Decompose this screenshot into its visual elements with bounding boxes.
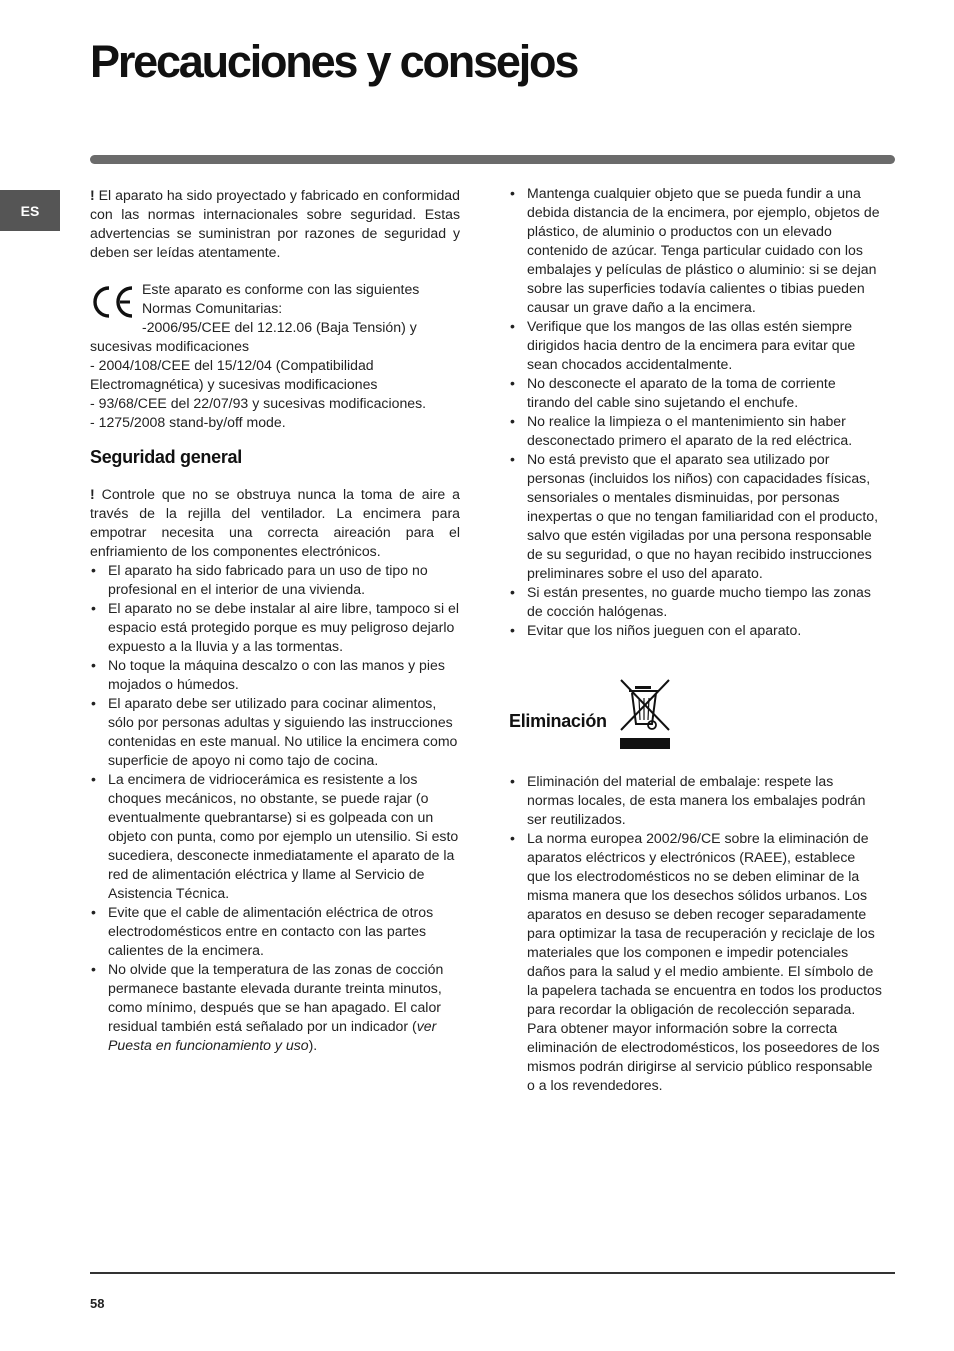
page-title: Precauciones y consejos	[90, 36, 578, 87]
page-number: 58	[90, 1296, 105, 1311]
ce-norm-item: - 1275/2008 stand-by/off mode.	[90, 414, 286, 430]
list-item: • La encimera de vidriocerámica es resistente a los choques mecánicos, no obstante, se puede rajar (o eventualmente quebrantarse) si es golpeada con un objeto con punta, como por ejemplo un utensilio. Si esto sucediera, desconecte inmediatamente el aparato de la red de alimentación eléctrica y llame al Servicio de Asistencia Técnica.	[90, 770, 460, 903]
ce-lead-text: Este aparato es conforme con las siguientes Normas Comunitarias:	[142, 281, 420, 316]
crossed-bin-icon	[619, 678, 671, 752]
list-item: • Verifique que los mangos de las ollas estén siempre dirigidos hacia dentro de la encimera para evitar que sean chocados accidentalmente.	[509, 317, 882, 374]
warning-mark: !	[90, 486, 95, 502]
list-item: • Evitar que los niños jueguen con el aparato.	[509, 621, 882, 640]
list-item: • No está previsto que el aparato sea utilizado por personas (incluidos los niños) con capacidades físicas, sensoriales o mentales disminuidas, por personas inexpertas o que no tengan familiaridad con el producto, salvo que estén vigiladas por una persona responsable de su seguridad, o que no hayan recibido instrucciones preliminares sobre el uso del aparato.	[509, 450, 882, 583]
left-column	[90, 186, 460, 1055]
footer-divider	[90, 1272, 895, 1274]
seguridad-intro-text: Controle que no se obstruya nunca la toma de aire a través de la rejilla del ventilador. La encimera para empotrar necesita una correcta aireación para el enfriamiento de los componentes electrónicos.	[90, 486, 461, 559]
ce-conformity-block	[90, 280, 460, 432]
list-item: • Eliminación del material de embalaje: respete las normas locales, de esta manera los embalajes podrán ser reutilizados.	[509, 772, 882, 829]
ce-norm-item: -2006/95/CEE del 12.12.06 (Baja Tensión) y sucesivas modificaciones	[90, 319, 417, 354]
ce-norm-item: - 93/68/CEE del 22/07/93 y sucesivas modificaciones.	[90, 395, 427, 411]
list-item: • No realice la limpieza o el mantenimiento sin haber desconectado primero el aparato de la red eléctrica.	[509, 412, 882, 450]
list-item: • Evite que el cable de alimentación eléctrica de otros electrodomésticos entre en contacto con las partes calientes de la encimera.	[90, 903, 460, 960]
eliminacion-note: Para obtener mayor información sobre la correcta eliminación de electrodomésticos, los poseedores de los mismos podrán dirigirse al servicio público responsable o a los revendedores.	[527, 1020, 880, 1093]
list-item: • El aparato ha sido fabricado para un uso de tipo no profesional en el interior de una vivienda.	[90, 561, 460, 599]
list-item: • El aparato debe ser utilizado para cocinar alimentos, sólo por personas adultas y siguiendo las instrucciones contenidas en este manual. No utilice la encimera como superficie de apoyo ni como tajo de cocina.	[90, 694, 460, 770]
list-item: • Mantenga cualquier objeto que se pueda fundir a una debida distancia de la encimera, por ejemplo, objetos de plástico, de aluminio o productos con un elevado contenido de azúcar. Tenga particular cuidado con los embalajes y películas de plástico o aluminio: si se dejan sobre las superficies todavía calientes o tibias pueden causar un grave daño a la encimera.	[509, 184, 882, 317]
seguridad-list	[90, 561, 460, 1055]
intro-text: El aparato ha sido proyectado y fabricado en conformidad con las normas internacionales sobre seguridad. Estas advertencias se suministran por razones de seguridad y deben ser leídas atentamente.	[90, 187, 460, 260]
intro-paragraph	[90, 186, 460, 262]
seguridad-intro	[90, 485, 460, 561]
list-item-text-end: ).	[308, 1037, 318, 1053]
ce-norm-item: - 2004/108/CEE del 15/12/04 (Compatibilidad Electromagnética) y sucesivas modificaciones	[90, 357, 378, 392]
right-column	[509, 184, 882, 1095]
language-tab: ES	[0, 190, 60, 231]
list-item: • El aparato no se debe instalar al aire libre, tampoco si el espacio está protegido porque es muy peligroso dejarlo expuesto a la lluvia y a las tormentas.	[90, 599, 460, 656]
ce-mark-icon	[90, 284, 138, 324]
eliminacion-heading: Eliminación	[509, 711, 607, 731]
list-item: • No toque la máquina descalzo o con las manos y pies mojados o húmedos.	[90, 656, 460, 694]
list-item-text: No olvide que la temperatura de las zonas de cocción permanece bastante elevada durante treinta minutos, como mínimo, después que se han apagado. El calor residual también está señalado por un indicador (	[108, 961, 444, 1034]
list-item: • Si están presentes, no guarde mucho tiempo las zonas de cocción halógenas.	[509, 583, 882, 621]
seguridad-heading: Seguridad general	[90, 447, 242, 467]
title-divider	[90, 155, 895, 164]
eliminacion-header	[509, 666, 882, 746]
eliminacion-list	[509, 772, 882, 1019]
list-item: • La norma europea 2002/96/CE sobre la eliminación de aparatos eléctricos y electrónicos (RAEE), establece que los electrodomésticos no se deben eliminar de la misma manera que los desechos sólidos urbanos. Los aparatos en desuso se deben recoger separadamente para optimizar la tasa de recuperación y reciclaje de los materiales que los componen e impedir potenciales daños para la salud y el medio ambiente. El símbolo de la papelera tachada se encuentra en todos los productos para recordar la obligación de recolección separada.	[509, 829, 882, 1019]
warning-mark: !	[90, 187, 95, 203]
list-item	[90, 960, 460, 1055]
safety-list	[509, 184, 882, 640]
cross-reference: ver Puesta en funcionamiento y uso	[108, 1018, 437, 1053]
list-item: • No desconecte el aparato de la toma de corriente tirando del cable sino sujetando el enchufe.	[509, 374, 882, 412]
